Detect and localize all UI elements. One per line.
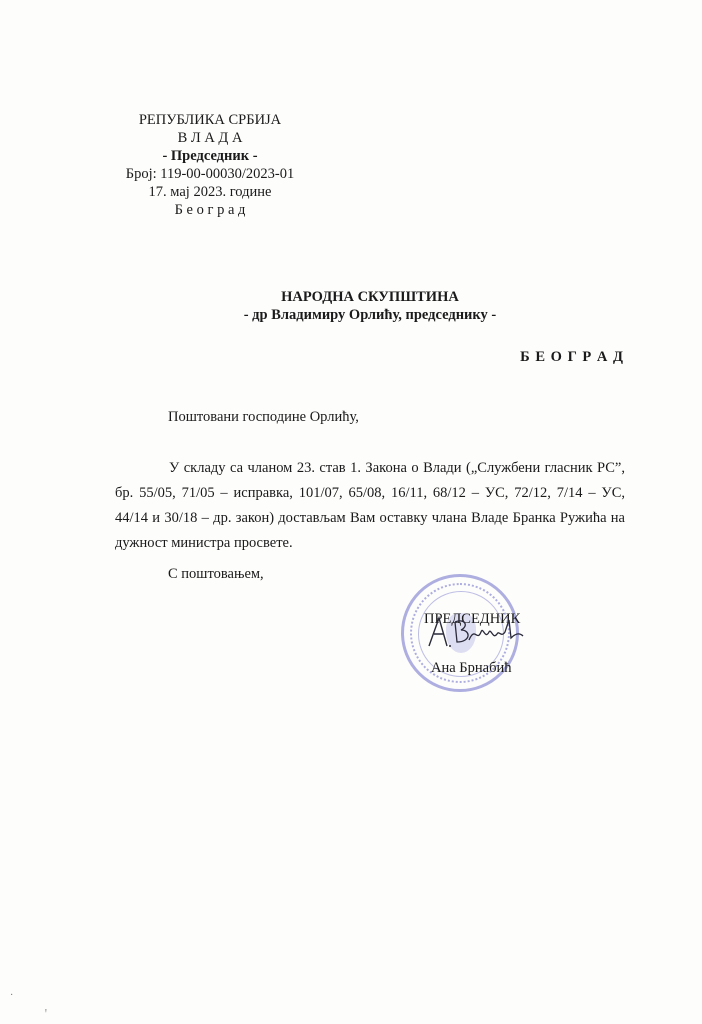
header-government: В Л А Д А xyxy=(177,130,243,146)
header-date: 17. мај 2023. године xyxy=(148,184,272,200)
salutation: Поштовани господине Орлићу, xyxy=(168,409,359,425)
signatory-name: Ана Брнабић xyxy=(431,660,512,676)
handwritten-signature-icon xyxy=(425,612,525,652)
closing: С поштовањем, xyxy=(168,566,264,582)
addressee-institution: НАРОДНА СКУПШТИНА xyxy=(281,289,459,305)
header-office: - Председник - xyxy=(162,148,258,164)
signature-title: ПРЕДСЕДНИК xyxy=(424,611,521,627)
header-country: РЕПУБЛИКА СРБИЈА xyxy=(138,112,282,128)
body-paragraph xyxy=(115,456,625,556)
header-reference-number: Број: 119-00-00030/2023-01 xyxy=(125,166,295,182)
scan-mark: · xyxy=(10,990,14,1001)
body-paragraph-text: У складу са чланом 23. став 1. Закона о Влади („Службени гласник РС”, бр. 55/05, 71/05 – исправка, 101/07, 65/08, 16/11, 68/12 – УС, 72/12, 7/14 – УС, 44/14 и 30/18 – др. закон) достављам Вам оставку члана Владе Бранка Ружића на дужност министра просвете. xyxy=(115,460,625,551)
addressee-person: - др Владимиру Орлићу, председнику - xyxy=(243,307,497,323)
addressee-city: Б Е О Г Р А Д xyxy=(520,349,624,365)
scan-mark: ꞌ xyxy=(45,1008,47,1019)
header-city: Б е о г р а д xyxy=(174,202,246,218)
